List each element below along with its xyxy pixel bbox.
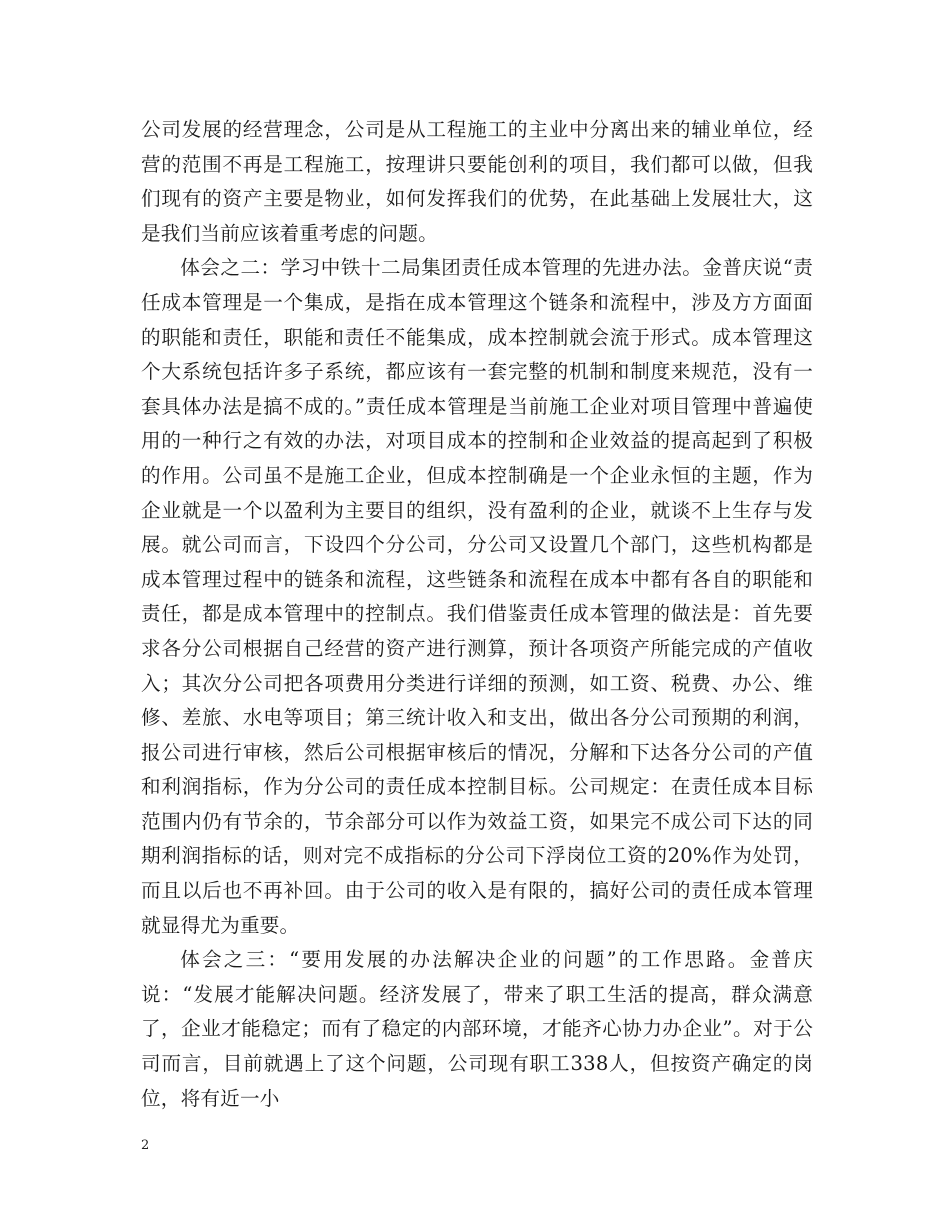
page-number: 2	[141, 1138, 150, 1153]
document-body	[141, 113, 813, 1116]
paragraph-insight-three: 体会之三：“要用发展的办法解决企业的问题”的工作思路。金普庆说：“发展才能解决问题。经济发展了，带来了职工生活的提高，群众满意了，企业才能稳定；而有了稳定的内部环境，才能齐心协力办企业”。对于公司而言，目前就遇上了这个问题，公司现有职工338人，但按资产确定的岗位，将有近一小	[141, 948, 813, 1110]
paragraph-insight-two: 体会之二：学习中铁十二局集团责任成本管理的先进办法。金普庆说“责任成本管理是一个集成，是指在成本管理这个链条和流程中，涉及方方面面的职能和责任，职能和责任不能集成，成本控制就会流于形式。成本管理这个大系统包括许多子系统，都应该有一套完整的机制和制度来规范，没有一套具体办法是搞不成的。”责任成本管理是当前施工企业对项目管理中普遍使用的一种行之有效的办法，对项目成本的控制和企业效益的提高起到了积极的作用。公司虽不是施工企业，但成本控制确是一个企业永恒的主题，作为企业就是一个以盈利为主要目的组织，没有盈利的企业，就谈不上生存与发展。就公司而言，下设四个分公司，分公司又设置几个部门，这些机构都是成本管理过程中的链条和流程，这些链条和流程在成本中都有各自的职能和责任，都是成本管理中的控制点。我们借鉴责任成本管理的做法是：首先要求各分公司根据自己经营的资产进行测算，预计各项资产所能完成的产值收入；其次分公司把各项费用分类进行详细的预测，如工资、税费、办公、维修、差旅、水电等项目；第三统计收入和支出，做出各分公司预期的利润，报公司进行审核，然后公司根据审核后的情况，分解和下达各分公司的产值和利润指标，作为分公司的责任成本控制目标。公司规定：在责任成本目标范围内仍有节余的，节余部分可以作为效益工资，如果完不成公司下达的同期利润指标的话，则对完不成指标的分公司下浮岗位工资的20%作为处罚，而且以后也不再补回。由于公司的收入是有限的，搞好公司的责任成本管理就显得尤为重要。	[141, 256, 813, 937]
paragraph-continuation: 公司发展的经营理念，公司是从工程施工的主业中分离出来的辅业单位，经营的范围不再是工程施工，按理讲只要能创利的项目，我们都可以做，但我们现有的资产主要是物业，如何发挥我们的优势，在此基础上发展壮大，这是我们当前应该着重考虑的问题。	[141, 118, 813, 245]
